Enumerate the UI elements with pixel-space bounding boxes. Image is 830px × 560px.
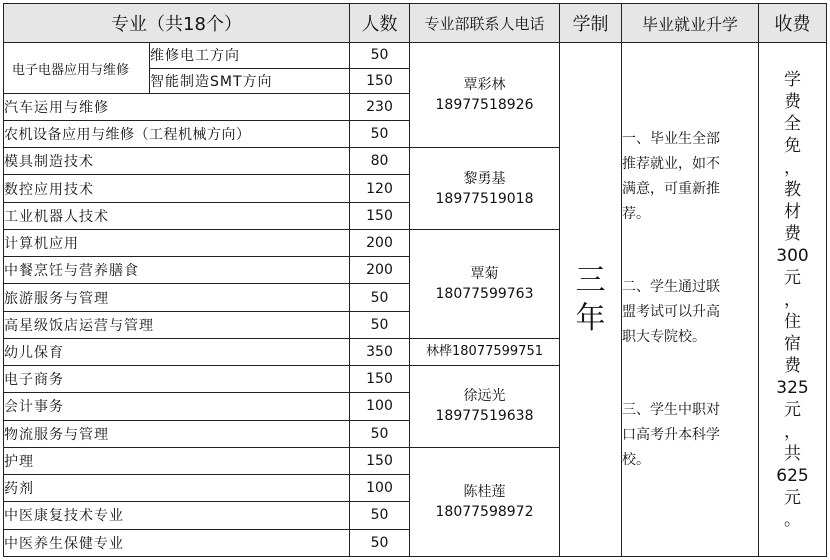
major-name: 计算机应用 [4, 229, 350, 256]
major-count: 100 [350, 393, 410, 420]
contact-cell [410, 447, 560, 556]
contact-cell [410, 43, 560, 148]
header-row [4, 4, 827, 43]
contact-cell [410, 148, 560, 230]
contact-name: 覃彩林 [463, 77, 506, 94]
outlook-cell [622, 43, 759, 557]
major-count: 50 [350, 43, 410, 68]
major-count: 50 [350, 420, 410, 447]
fee-cell: 学 费 全 免 ， 教 材 费 300 元 ， 住 宿 费 325 元 ， 共 625 元 。 [759, 43, 827, 557]
major-count: 200 [350, 257, 410, 284]
contact-phone: 18977519638 [435, 408, 534, 425]
major-name: 农机设备应用与维修（工程机械方向） [4, 121, 350, 148]
major-name: 旅游服务与管理 [4, 284, 350, 311]
contact-line: 林桦18077599751 [426, 344, 543, 359]
contact-phone: 18977519018 [435, 190, 534, 207]
outlook-paragraph: 三、学生中职对 口高考升本科学 校。 [622, 401, 720, 468]
major-name: 电子商务 [4, 366, 350, 393]
header-outlook: 毕业就业升学 [622, 4, 759, 43]
major-name: 工业机器人技术 [4, 202, 350, 229]
major-name: 中医养生保健专业 [4, 529, 350, 556]
outlook-paragraph: 二、学生通过联 盟考试可以升高 职大专院校。 [622, 278, 720, 345]
major-name: 汽车运用与维修 [4, 93, 350, 120]
enrollment-table [3, 3, 827, 557]
major-name: 智能制造SMT方向 [150, 68, 350, 93]
major-name: 会计事务 [4, 393, 350, 420]
major-count: 150 [350, 202, 410, 229]
header-major: 专业（共18个） [4, 4, 350, 43]
major-count: 50 [350, 284, 410, 311]
major-count: 230 [350, 93, 410, 120]
major-name: 维修电工方向 [150, 43, 350, 68]
major-name: 物流服务与管理 [4, 420, 350, 447]
table-row [4, 43, 827, 68]
major-name: 中餐烹饪与营养膳食 [4, 257, 350, 284]
header-contact: 专业部联系人电话 [410, 4, 560, 43]
contact-name: 黎勇基 [463, 170, 506, 187]
major-name: 数控应用技术 [4, 175, 350, 202]
major-group-name: 电子电器应用与维修 [4, 43, 150, 93]
major-count: 150 [350, 366, 410, 393]
contact-phone: 18977518926 [435, 97, 534, 114]
contact-phone: 18077598972 [435, 503, 534, 520]
major-count: 350 [350, 338, 410, 365]
major-name: 药剂 [4, 475, 350, 502]
major-count: 200 [350, 229, 410, 256]
major-count: 50 [350, 529, 410, 556]
header-count: 人数 [350, 4, 410, 43]
contact-phone: 18077599763 [435, 285, 534, 302]
major-count: 50 [350, 502, 410, 529]
header-duration: 学制 [560, 4, 622, 43]
major-name: 幼儿保育 [4, 338, 350, 365]
major-count: 50 [350, 311, 410, 338]
contact-cell [410, 338, 560, 365]
contact-cell [410, 366, 560, 448]
header-fee: 收费 [759, 4, 827, 43]
major-count: 120 [350, 175, 410, 202]
major-count: 150 [350, 447, 410, 474]
contact-name: 徐远光 [463, 388, 506, 405]
duration-cell: 三 年 [560, 43, 622, 557]
major-count: 50 [350, 121, 410, 148]
contact-name: 陈桂莲 [463, 483, 506, 500]
major-count: 100 [350, 475, 410, 502]
major-name: 高星级饭店运营与管理 [4, 311, 350, 338]
contact-name: 覃菊 [470, 265, 499, 282]
major-name: 护理 [4, 447, 350, 474]
major-name: 模具制造技术 [4, 148, 350, 175]
outlook-paragraph: 一、毕业生全部 推荐就业，如不 满意，可重新推 荐。 [622, 130, 720, 222]
contact-cell [410, 229, 560, 338]
major-name: 中医康复技术专业 [4, 502, 350, 529]
major-count: 150 [350, 68, 410, 93]
major-count: 80 [350, 148, 410, 175]
